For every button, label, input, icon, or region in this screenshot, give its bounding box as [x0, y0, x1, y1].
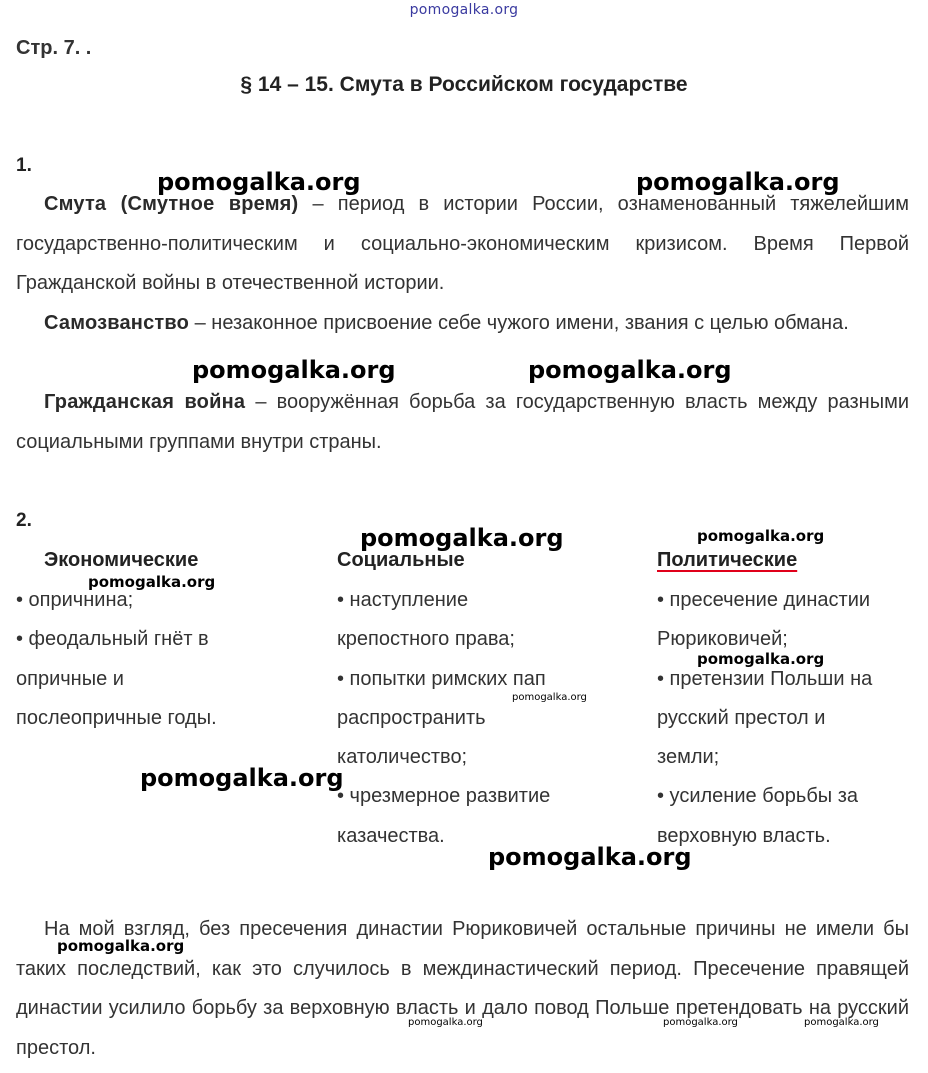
definition-text: – период в истории России, ознаменованный тяжелейшим государственно-политическим и социально-экономическим кризисом. Время Первой Гражданской войны в отечественной истории.: [16, 193, 909, 294]
list-item: русский престол и: [657, 706, 826, 729]
watermark: pomogalka.org: [663, 1017, 738, 1028]
task-2-number: 2.: [16, 510, 32, 531]
list-item: земли;: [657, 746, 720, 769]
list-item: Рюриковичей;: [657, 628, 788, 651]
term-civil-war: Гражданская война: [44, 391, 246, 413]
list-item: • феодальный гнёт в: [16, 628, 209, 651]
watermark: pomogalka.org: [192, 356, 396, 384]
site-watermark: pomogalka.org: [409, 2, 519, 18]
term-samozvanstvo: Самозванство: [44, 312, 190, 334]
watermark: pomogalka.org: [157, 168, 361, 196]
column-social: [337, 581, 550, 856]
list-item: опричные и: [16, 667, 124, 690]
task-1-number: 1.: [16, 155, 32, 176]
conclusion-paragraph: [16, 910, 909, 1068]
list-item: крепостного права;: [337, 628, 515, 651]
list-item: • опричнина;: [16, 589, 134, 611]
watermark: pomogalka.org: [488, 843, 692, 871]
watermark: pomogalka.org: [804, 1017, 879, 1028]
list-item: верховную власть.: [657, 824, 831, 847]
conclusion-text: На мой взгляд, без пресечения династии Рюриковичей остальные причины не имели бы таких последствий, как это случилось в междинастический период. Пресечение правящей династии усилило борьбу за верховную власть и дало повод Польше претендовать на русский престол.: [16, 918, 909, 1059]
list-item: • попытки римских пап: [337, 667, 546, 690]
definition-civil-war: [16, 383, 909, 462]
list-item: • пресечение династии: [657, 589, 871, 611]
list-item: • претензии Польши на: [657, 667, 873, 690]
watermark: pomogalka.org: [697, 650, 825, 668]
definition-text: – незаконное присвоение себе чужого имени, звания с целью обмана.: [189, 312, 849, 334]
list-item: • чрезмерное развитие: [337, 785, 551, 808]
section-title: § 14 – 15. Смута в Российском государстве: [240, 73, 688, 96]
list-item: послеопричные годы.: [16, 706, 217, 729]
watermark: pomogalka.org: [140, 764, 344, 792]
watermark: pomogalka.org: [636, 168, 840, 196]
list-item: казачества.: [337, 824, 445, 847]
column-heading-political: Политические: [657, 549, 798, 571]
watermark: pomogalka.org: [512, 692, 587, 703]
watermark: pomogalka.org: [528, 356, 732, 384]
column-political: [657, 581, 872, 856]
watermark: pomogalka.org: [88, 573, 216, 591]
term-smuta: Смута (Смутное время): [44, 193, 299, 215]
list-item: католичество;: [337, 746, 468, 769]
watermark: pomogalka.org: [360, 524, 564, 552]
watermark: pomogalka.org: [697, 527, 825, 545]
list-item: • усиление борьбы за: [657, 785, 858, 808]
column-economic: [16, 581, 217, 738]
column-heading-economic: Экономические: [44, 549, 199, 571]
page-reference: Стр. 7. .: [16, 37, 92, 59]
watermark: pomogalka.org: [57, 937, 185, 955]
list-item: • наступление: [337, 589, 469, 611]
watermark: pomogalka.org: [408, 1017, 483, 1028]
list-item: распространить: [337, 706, 486, 729]
definition-samozvanstvo: [16, 304, 909, 344]
definition-smuta: [16, 185, 909, 304]
column-heading-social: Социальные: [337, 549, 465, 571]
definition-text: – вооружённая борьба за государственную власть между разными социальными группами внутри страны.: [16, 391, 909, 453]
